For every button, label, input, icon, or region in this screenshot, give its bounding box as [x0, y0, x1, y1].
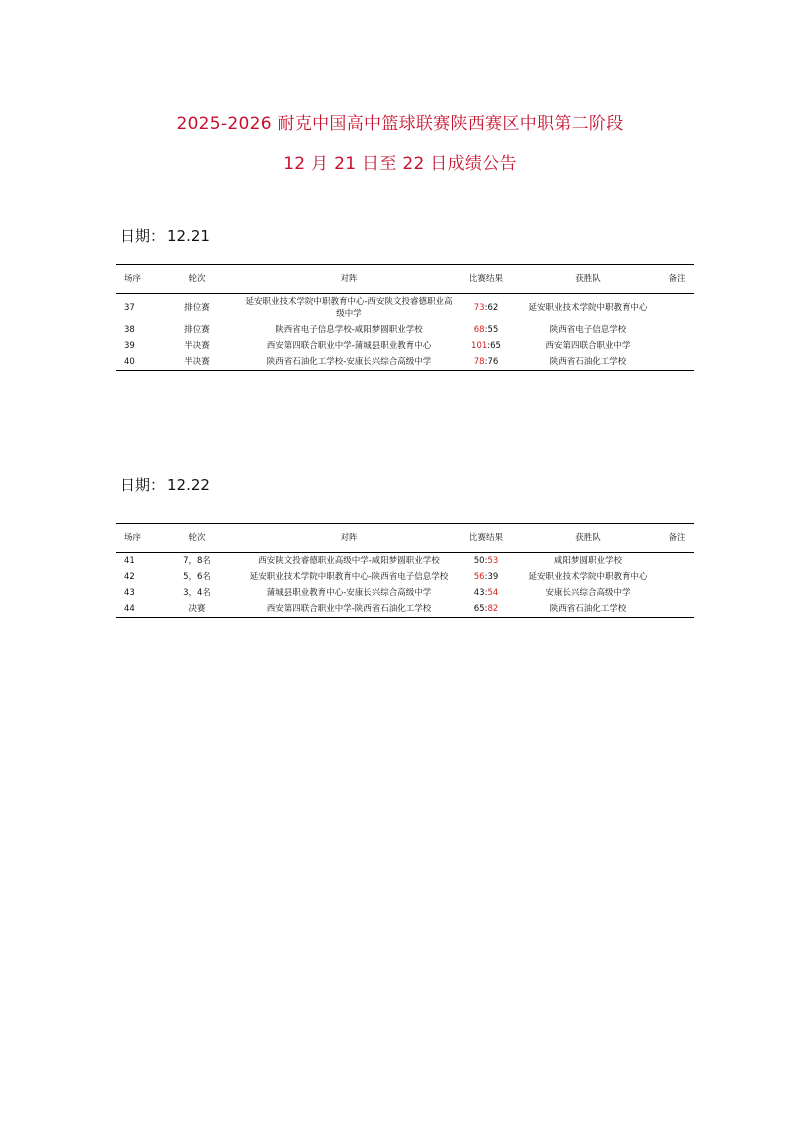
results-body-day1	[116, 294, 694, 371]
round-cell	[152, 569, 242, 585]
matchup: 延安职业技术学院中职教育中心-西安陕文投睿德职业高级中学	[245, 297, 453, 319]
header-no: 场序	[124, 533, 142, 543]
matchup: 蒲城县职业教育中心-安康长兴综合高级中学	[266, 588, 432, 598]
match-no: 41	[124, 556, 135, 566]
table-row	[116, 585, 694, 601]
score-right: 65	[490, 341, 501, 351]
match-no: 44	[124, 604, 135, 614]
round-cell	[152, 294, 242, 323]
date-heading-day2	[120, 474, 210, 495]
table-row	[116, 354, 694, 371]
note	[660, 338, 694, 354]
winner: 陕西省石油化工学校	[549, 604, 627, 614]
round-cell	[152, 585, 242, 601]
score-separator: :	[487, 341, 491, 351]
matchup: 西安第四联合职业中学-蒲城县职业教育中心	[266, 341, 432, 351]
header-round: 轮次	[188, 533, 206, 543]
score-right: 53	[487, 556, 499, 566]
header-no: 场序	[124, 274, 142, 284]
header-score: 比赛结果	[468, 533, 503, 543]
score	[456, 585, 516, 601]
score-right: 76	[487, 357, 499, 367]
matchup: 西安陕文投睿德职业高级中学-咸阳梦圆职业学校	[258, 556, 440, 566]
winner: 咸阳梦圆职业学校	[553, 556, 622, 566]
score	[456, 553, 516, 570]
table-row	[116, 553, 694, 570]
note	[660, 354, 694, 371]
score-left: 101	[471, 341, 488, 351]
date-value: 12.22	[167, 476, 210, 494]
round: 3，4名	[183, 588, 211, 598]
date-label: 日期：	[120, 476, 166, 494]
round: 排位赛	[184, 303, 210, 313]
score-separator: :	[484, 303, 488, 313]
score-separator: :	[484, 604, 488, 614]
score-separator: :	[484, 325, 488, 335]
results-body-day2	[116, 553, 694, 618]
score-left: 78	[473, 357, 485, 367]
note	[660, 569, 694, 585]
score-separator: :	[484, 588, 488, 598]
score	[456, 338, 516, 354]
round: 半决赛	[184, 341, 210, 351]
score-right: 54	[487, 588, 499, 598]
results-table-day2	[116, 523, 694, 618]
round-cell	[152, 338, 242, 354]
score-left: 56	[473, 572, 485, 582]
matchup: 陕西省电子信息学校-咸阳梦圆职业学校	[275, 325, 423, 335]
header-note: 备注	[668, 274, 686, 284]
round: 半决赛	[184, 357, 210, 367]
match-no: 40	[124, 357, 135, 367]
winner: 延安职业技术学院中职教育中心	[528, 303, 648, 313]
score	[456, 601, 516, 618]
header-match: 对阵	[340, 274, 358, 284]
round-cell	[152, 322, 242, 338]
score-right: 39	[487, 572, 499, 582]
note	[660, 322, 694, 338]
matchup: 延安职业技术学院中职教育中心-陕西省电子信息学校	[249, 572, 449, 582]
date-value: 12.21	[167, 227, 210, 245]
table-row	[116, 569, 694, 585]
round: 排位赛	[184, 325, 210, 335]
score-separator: :	[484, 556, 488, 566]
winner: 陕西省石油化工学校	[549, 357, 627, 367]
note	[660, 601, 694, 618]
match-no: 42	[124, 572, 135, 582]
header-winner: 获胜队	[575, 274, 601, 284]
round: 7，8名	[183, 556, 211, 566]
round: 决赛	[188, 604, 206, 614]
round: 5，6名	[183, 572, 211, 582]
winner: 延安职业技术学院中职教育中心	[528, 572, 648, 582]
date-heading-day1	[120, 225, 210, 246]
table-header-row	[116, 265, 694, 294]
score-left: 65	[473, 604, 485, 614]
score	[456, 294, 516, 323]
match-no: 43	[124, 588, 135, 598]
match-no: 38	[124, 325, 135, 335]
header-match: 对阵	[340, 533, 358, 543]
table-row	[116, 322, 694, 338]
winner: 西安第四联合职业中学	[545, 341, 631, 351]
note	[660, 294, 694, 323]
round-cell	[152, 553, 242, 570]
score-right: 82	[487, 604, 499, 614]
table-row	[116, 338, 694, 354]
round-cell	[152, 354, 242, 371]
table-row	[116, 601, 694, 618]
announcement-subtitle: 12 月 21 日至 22 日成绩公告	[283, 154, 517, 174]
score-left: 43	[473, 588, 485, 598]
table-row	[116, 294, 694, 323]
table-header-row	[116, 524, 694, 553]
header-note: 备注	[668, 533, 686, 543]
header-winner: 获胜队	[575, 533, 601, 543]
score-left: 73	[473, 303, 485, 313]
matchup: 陕西省石油化工学校-安康长兴综合高级中学	[266, 357, 432, 367]
score-right: 55	[487, 325, 499, 335]
score-left: 50	[473, 556, 485, 566]
match-no: 37	[124, 303, 135, 313]
score-left: 68	[473, 325, 485, 335]
score-separator: :	[484, 357, 488, 367]
announcement-title: 2025-2026 耐克中国高中篮球联赛陕西赛区中职第二阶段	[176, 114, 624, 134]
score-right: 62	[487, 303, 499, 313]
match-no: 39	[124, 341, 135, 351]
matchup: 西安第四联合职业中学-陕西省石油化工学校	[266, 604, 432, 614]
header-score: 比赛结果	[468, 274, 503, 284]
date-label: 日期：	[120, 227, 166, 245]
score	[456, 569, 516, 585]
header-round: 轮次	[188, 274, 206, 284]
round-cell	[152, 601, 242, 618]
winner: 陕西省电子信息学校	[549, 325, 627, 335]
note	[660, 585, 694, 601]
winner: 安康长兴综合高级中学	[545, 588, 631, 598]
score	[456, 322, 516, 338]
note	[660, 553, 694, 570]
score-separator: :	[484, 572, 488, 582]
results-table-day1	[116, 264, 694, 371]
score	[456, 354, 516, 371]
